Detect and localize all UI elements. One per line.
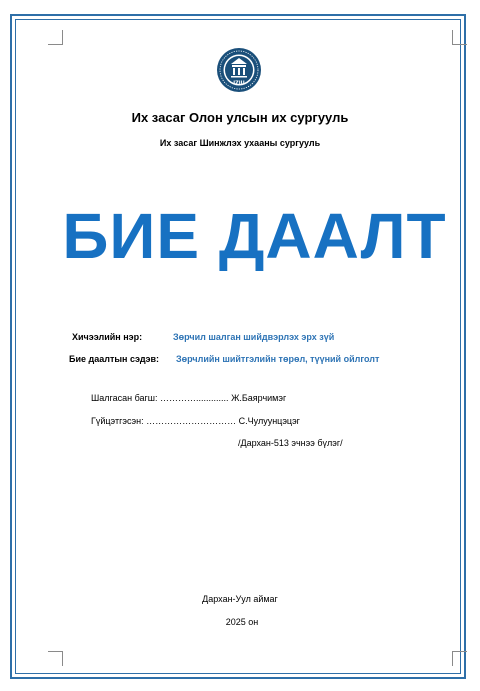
checker-line	[91, 393, 286, 403]
margin-corner-top-left	[48, 30, 63, 45]
university-seal-icon	[216, 47, 262, 93]
course-label: Хичээлийн нэр:	[72, 332, 143, 342]
year: 2025 он	[225, 617, 259, 627]
branch-group: /Дархан-513 эчнээ бүлэг/	[238, 438, 343, 448]
margin-corner-top-right	[452, 30, 467, 45]
performer-line	[91, 416, 300, 426]
performer-label: Гүйцэтгэсэн: …………………………	[91, 416, 237, 426]
document-title: БИЕ ДААЛТ	[62, 200, 447, 272]
school-name: Их засаг Шинжлэх ухааны сургууль	[159, 138, 321, 148]
location: Дархан-Уул аймаг	[202, 594, 278, 604]
topic-label: Бие даалтын сэдэв:	[69, 354, 160, 364]
course-value: Зөрчил шалган шийдвэрлэх эрх зүй	[173, 332, 335, 342]
university-name: Их засаг Олон улсын их сургууль	[131, 110, 349, 125]
margin-corner-bottom-right	[452, 651, 467, 666]
performer-name: С.Чулуунцэцэг	[238, 416, 300, 426]
checker-label: Шалгасан багш: ………….............	[91, 393, 229, 403]
margin-corner-bottom-left	[48, 651, 63, 666]
logo-text: IZIU	[233, 80, 245, 87]
topic-value: Зөрчлийн шийтгэлийн төрөл, түүний ойлголт	[176, 354, 380, 364]
checker-name: Ж.Баярчимэг	[231, 393, 287, 403]
